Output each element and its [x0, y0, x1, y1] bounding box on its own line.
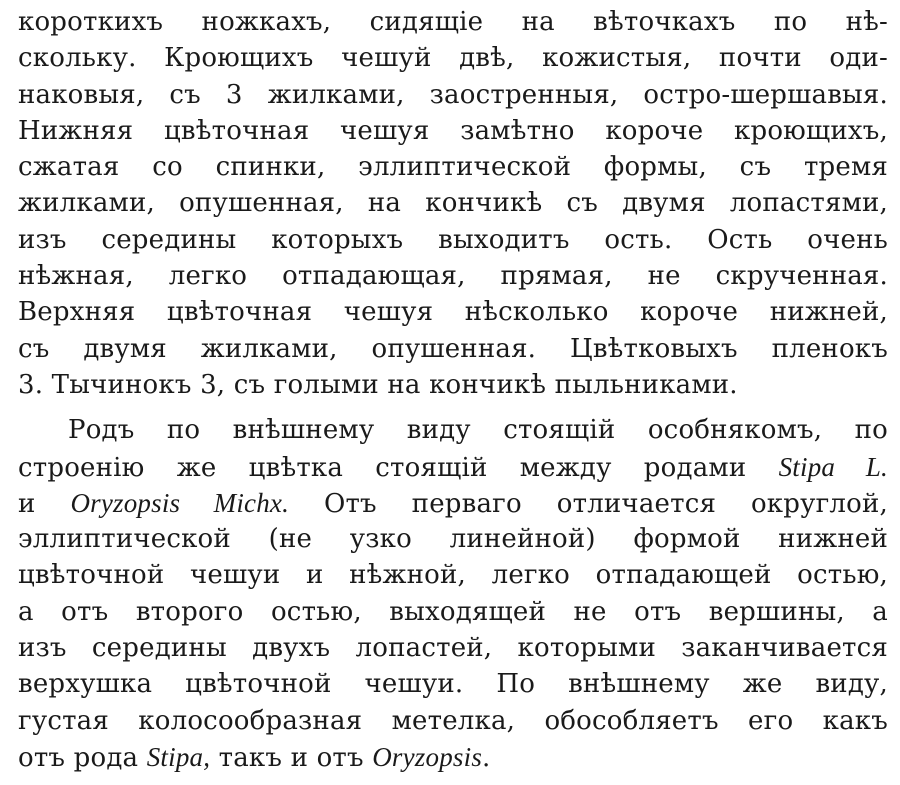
text-line [18, 222, 888, 258]
text-segment: короткихъ ножкахъ, сидящіе на вѣточкахъ по нѣ- [18, 7, 888, 37]
text-line [18, 367, 888, 403]
text-segment: а отъ второго остью, выходящей не отъ вершины, а [18, 596, 888, 627]
latin-taxon-name: Oryzopsis Michx. [70, 487, 290, 518]
text-segment: строенію же цвѣтка стоящій между родами [18, 452, 779, 483]
text-segment: цвѣточной чешуи и нѣжной, легко отпадающей остью, [18, 560, 888, 591]
text-line [18, 412, 888, 448]
text-line [18, 666, 888, 702]
text-line [18, 4, 888, 40]
text-segment: жилками, опушенная, на кончикѣ съ двумя лопастями, [18, 188, 888, 219]
text-segment: такъ и отъ [210, 742, 373, 773]
document-page [18, 4, 888, 779]
text-line [18, 703, 888, 739]
latin-taxon-name: Oryzopsis [372, 741, 483, 772]
text-segment: сжатая со спинки, эллиптической формы, съ тремя [18, 152, 888, 183]
text-segment: . [482, 742, 491, 773]
text-segment: съ двумя жилками, опушенная. Цвѣтковыхъ пленокъ [18, 333, 888, 364]
text-line [18, 521, 888, 557]
text-segment: нѣжная, легко отпадающая, прямая, не скрученная. [18, 261, 888, 292]
text-line [18, 149, 888, 185]
text-line [18, 449, 888, 485]
text-line [18, 258, 888, 294]
text-segment: скольку. Кроющихъ чешуй двѣ, кожистыя, почти оди- [18, 43, 888, 74]
text-segment: изъ середины двухъ лопастей, которыми заканчивается [18, 633, 888, 664]
text-segment: и [18, 488, 71, 519]
text-line [18, 294, 888, 330]
text-segment: густая колосообразная метелка, обособляетъ его какъ [18, 705, 888, 736]
latin-taxon-name: Stipa, [146, 741, 211, 772]
paragraph-genus-comparison [18, 412, 888, 775]
text-line [18, 594, 888, 630]
text-line [18, 485, 888, 521]
text-segment: эллиптической (не узко линейной) формой нижней [18, 524, 888, 555]
text-segment: наковыя, съ 3 жилками, заостренныя, остро-шершавыя. [18, 79, 888, 110]
text-segment: верхушка цвѣточной чешуи. По внѣшнему же виду, [18, 669, 888, 700]
text-segment: 3. Тычинокъ 3, съ голыми на кончикѣ пыльниками. [18, 369, 738, 400]
text-segment: Верхняя цвѣточная чешуя нѣсколько короче нижней, [18, 297, 888, 328]
text-segment: Родъ по внѣшнему виду стоящій особнякомъ, по [68, 415, 888, 446]
text-line [18, 77, 888, 113]
text-line [18, 40, 888, 76]
text-segment: Нижняя цвѣточная чешуя замѣтно короче кроющихъ, [18, 115, 888, 146]
text-line [18, 113, 888, 149]
text-line [18, 331, 888, 367]
text-segment: Отъ перваго отличается округлой, [289, 488, 888, 519]
text-line [18, 557, 888, 593]
text-line [18, 739, 888, 775]
text-segment: изъ середины которыхъ выходитъ ость. Ость очень [18, 224, 888, 255]
latin-taxon-name: Stipa L. [778, 451, 888, 482]
paragraph-description [18, 4, 888, 403]
text-line [18, 630, 888, 666]
text-line [18, 185, 888, 221]
text-segment: отъ рода [18, 742, 147, 773]
